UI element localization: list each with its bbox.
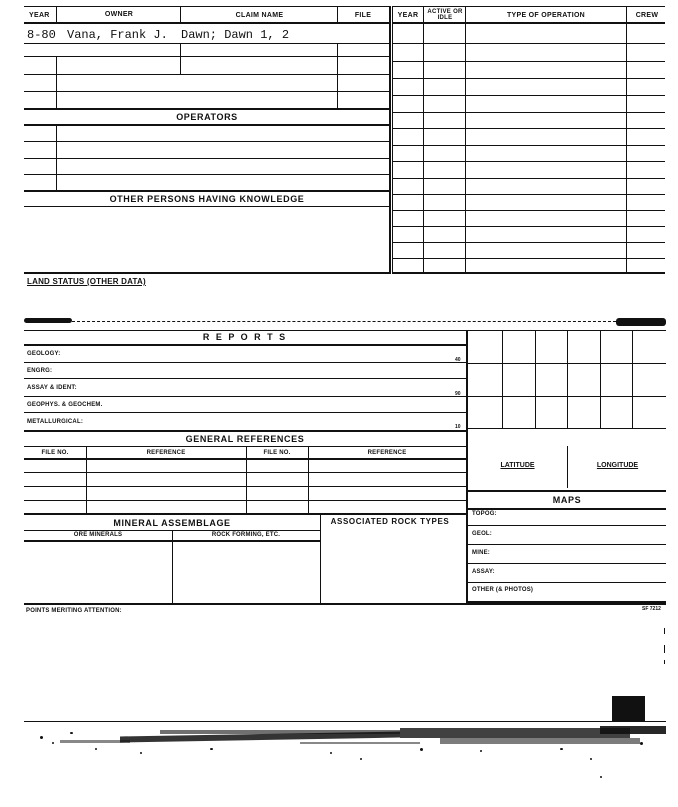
other-persons-title: OTHER PERSONS HAVING KNOWLEDGE [109, 194, 305, 204]
genref-header-reference-2: REFERENCE [367, 450, 407, 456]
margin-bar-right [616, 318, 666, 326]
form-number: SF 7212 [642, 606, 661, 612]
latitude-label: LATITUDE [500, 462, 535, 469]
maps-geol-label: GEOL: [472, 531, 492, 537]
genref-header-file-no-1: FILE NO. [41, 450, 69, 456]
operation-header-active-idle: ACTIVE OR IDLE [427, 9, 463, 21]
general-references-title: GENERAL REFERENCES [185, 434, 305, 444]
maps-title: MAPS [552, 495, 582, 505]
table-divider [389, 6, 391, 274]
maps-mine-label: MINE: [472, 550, 490, 556]
scan-smudge [0, 718, 678, 778]
claims-entry-claim: Dawn; Dawn 1, 2 [181, 28, 290, 42]
report-engrg-label: ENGRG: [27, 368, 53, 374]
reports-title: R E P O R T S [202, 332, 288, 342]
maps-topog-label: TOPOG: [472, 511, 497, 517]
report-geology-code: 40 [455, 357, 461, 363]
report-assay-code: 90 [455, 391, 461, 397]
report-assay-label: ASSAY & IDENT: [27, 385, 77, 391]
claims-header-year: YEAR [29, 12, 50, 19]
report-geophys-label: GEOPHYS. & GEOCHEM. [27, 402, 103, 408]
longitude-label: LONGITUDE [596, 462, 639, 469]
genref-header-file-no-2: FILE NO. [263, 450, 291, 456]
genref-header-reference-1: REFERENCE [146, 450, 186, 456]
operation-header-type: TYPE OF OPERATION [506, 12, 586, 19]
claims-header-owner: OWNER [104, 11, 134, 18]
associated-rock-types-label: ASSOCIATED ROCK TYPES [330, 517, 450, 526]
operators-title: OPERATORS [176, 112, 238, 122]
report-metallurgical-label: METALLURGICAL: [27, 419, 84, 425]
claims-entry-owner: Vana, Frank J. [67, 28, 168, 42]
rock-forming-label: ROCK FORMING, ETC. [211, 532, 281, 538]
operation-header-year: YEAR [397, 12, 419, 19]
ore-minerals-label: ORE MINERALS [73, 532, 123, 538]
maps-other-label: OTHER (& PHOTOS) [472, 587, 534, 593]
claims-header-claim-name: CLAIM NAME [235, 12, 284, 19]
report-geology-label: GEOLOGY: [27, 351, 61, 357]
claims-entry-year: 8-80 [27, 28, 56, 42]
claims-header-file: FILE [354, 12, 372, 19]
report-metallurgical-code: 10 [455, 424, 461, 430]
operation-header-crew: CREW [635, 12, 659, 19]
mineral-assemblage-title: MINERAL ASSEMBLAGE [113, 518, 231, 528]
margin-bar-left [24, 318, 72, 323]
land-status-label: LAND STATUS (OTHER DATA) [27, 277, 146, 286]
points-meriting-attention-label: POINTS MERITING ATTENTION: [26, 608, 122, 614]
maps-assay-label: ASSAY: [472, 569, 495, 575]
